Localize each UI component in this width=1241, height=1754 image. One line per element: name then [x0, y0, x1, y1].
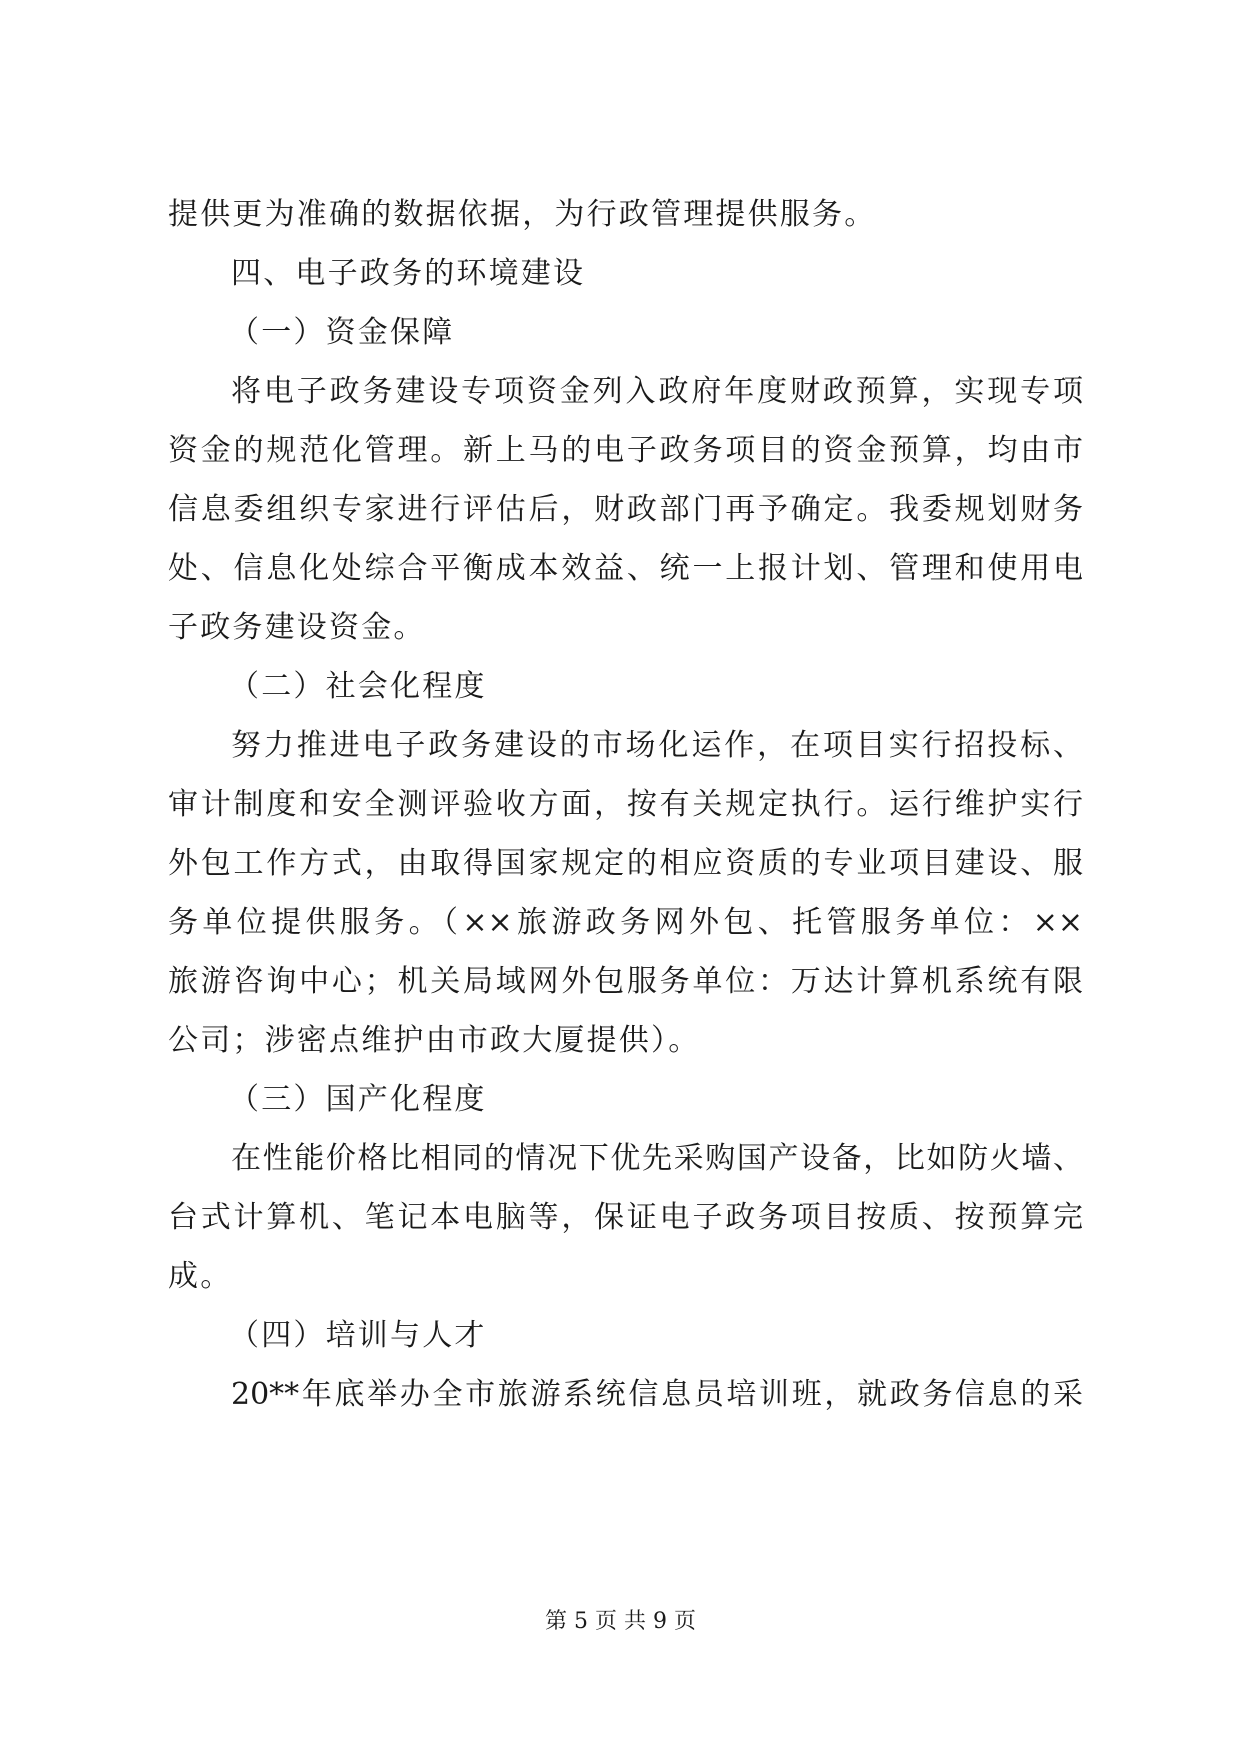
text-line: 子政务建设资金。	[168, 610, 426, 645]
text-line: 成。	[168, 1259, 233, 1294]
text-line: 务单位提供服务。（××旅游政务网外包、托管服务单位：××	[168, 905, 1083, 940]
subsection-heading: （三）国产化程度	[229, 1082, 487, 1117]
text-line: 处、信息化处综合平衡成本效益、统一上报计划、管理和使用电	[168, 551, 1083, 586]
text-line: 审计制度和安全测评验收方面，按有关规定执行。运行维护实行	[168, 787, 1083, 822]
text-line: 外包工作方式，由取得国家规定的相应资质的专业项目建设、服	[168, 846, 1083, 881]
section-heading: 四、电子政务的环境建设	[231, 256, 586, 291]
text-line: 台式计算机、笔记本电脑等，保证电子政务项目按质、按预算完	[168, 1200, 1083, 1235]
subsection-heading: （二）社会化程度	[229, 669, 487, 704]
subsection-heading: （四）培训与人才	[229, 1318, 487, 1353]
text-line: 信息委组织专家进行评估后，财政部门再予确定。我委规划财务	[168, 492, 1083, 527]
text-line: 将电子政务建设专项资金列入政府年度财政预算，实现专项	[231, 374, 1083, 409]
text-line: 在性能价格比相同的情况下优先采购国产设备，比如防火墙、	[231, 1141, 1083, 1176]
text-line: 20**年底举办全市旅游系统信息员培训班，就政务信息的采	[231, 1377, 1083, 1412]
text-line: 努力推进电子政务建设的市场化运作，在项目实行招投标、	[231, 728, 1083, 763]
subsection-heading: （一）资金保障	[229, 315, 455, 350]
document-body	[168, 197, 1083, 1439]
text-line: 资金的规范化管理。新上马的电子政务项目的资金预算，均由市	[168, 433, 1083, 468]
text-line: 旅游咨询中心；机关局域网外包服务单位：万达计算机系统有限	[168, 964, 1083, 999]
text-line: 提供更为准确的数据依据，为行政管理提供服务。	[168, 197, 877, 232]
text-line: 公司；涉密点维护由市政大厦提供）。	[168, 1023, 701, 1058]
page-number-footer: 第 5 页 共 9 页	[545, 1609, 696, 1634]
